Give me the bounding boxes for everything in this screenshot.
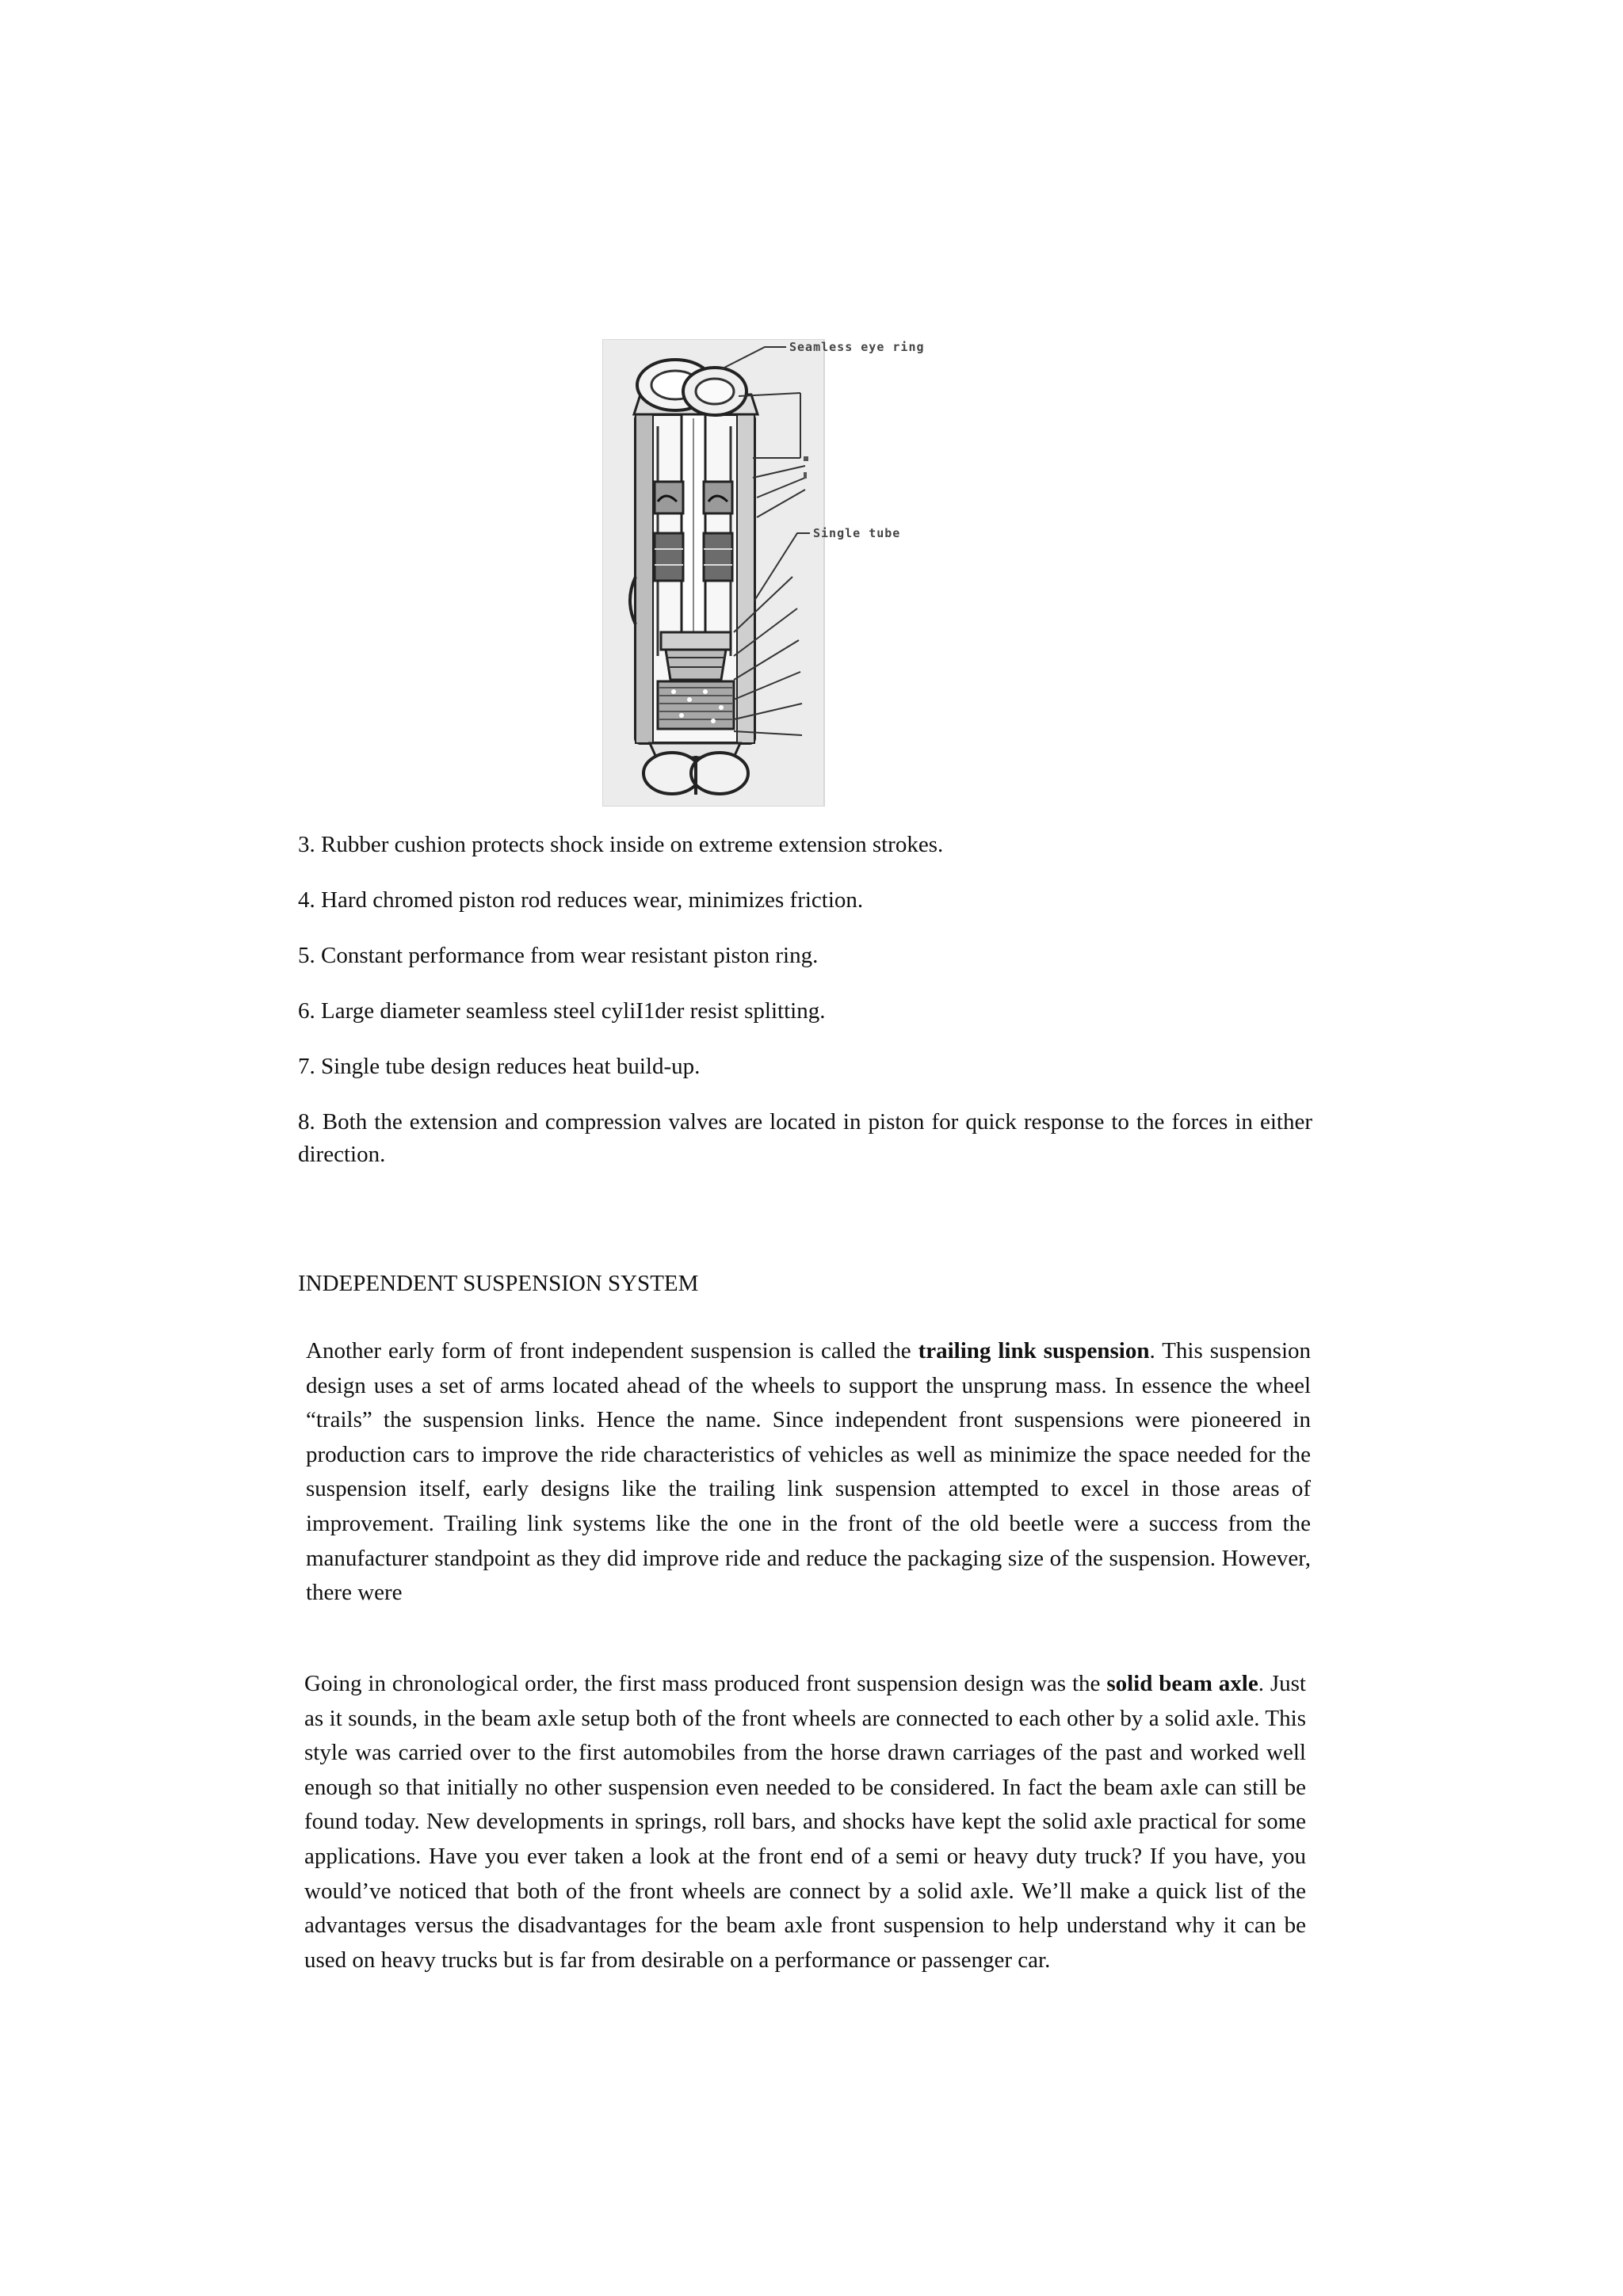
feature-list [298,829,1312,1194]
key-term: solid beam axle [1106,1671,1258,1696]
paragraph-text: Another early form of front independent suspension is called the [306,1338,918,1363]
feature-item: 3. Rubber cushion protects shock inside on extreme extension strokes. [298,832,944,857]
feature-item: 4. Hard chromed piston rod reduces wear, minimizes friction. [298,887,864,913]
single-tube-label: Single tube [813,526,901,540]
feature-item: 7. Single tube design reduces heat build-up. [298,1054,701,1079]
key-term: trailing link suspension [918,1338,1150,1363]
feature-item: 6. Large diameter seamless steel cyliI1der resist splitting. [298,998,826,1024]
feature-item: 8. Both the extension and compression valves are located in piston for quick response to the forces in either direction. [298,1109,1312,1167]
section-heading: INDEPENDENT SUSPENSION SYSTEM [298,1271,699,1296]
shock-absorber-diagram [602,339,983,807]
paragraph-text: . This suspension design uses a set of arms located ahead of the wheels to support the unsprung mass. In essence the wheel “trails” the suspension links. Hence the name. Since independent front suspensions were pioneered in production cars to improve the ride characteristics of vehicles as well as minimize the space needed for the suspension itself, early designs like the trailing link suspension attempted to excel in those areas of improvement. Trailing link systems like the one in the front of the old beetle were a success from the manufacturer standpoint as they did improve ride and reduce the packaging size of the suspension. However, there were [306,1338,1311,1606]
paragraph-text: Going in chronological order, the first mass produced front suspension design was the [304,1671,1107,1696]
beam-axle-paragraph [304,1667,1306,1978]
eye-ring-label: Seamless eye ring [789,340,925,354]
trailing-link-paragraph [306,1334,1311,1611]
paragraph-text: . Just as it sounds, in the beam axle setup both of the front wheels are connected to each other by a solid axle. This style was carried over to the first automobiles from the horse drawn carriages of the past and worked well enough so that initially no other suspension even needed to be considered. In fact the beam axle can still be found today. New developments in springs, roll bars, and shocks have kept the solid axle practical for some applications. Have you ever taken a look at the front end of a semi or heavy duty truck? If you have, you would’ve noticed that both of the front wheels are connect by a solid axle. We’ll make a quick list of the advantages versus the disadvantages for the beam axle front suspension to help understand why it can be used on heavy trucks but is far from desirable on a performance or passenger car. [304,1671,1306,1973]
feature-item: 5. Constant performance from wear resistant piston ring. [298,943,819,968]
